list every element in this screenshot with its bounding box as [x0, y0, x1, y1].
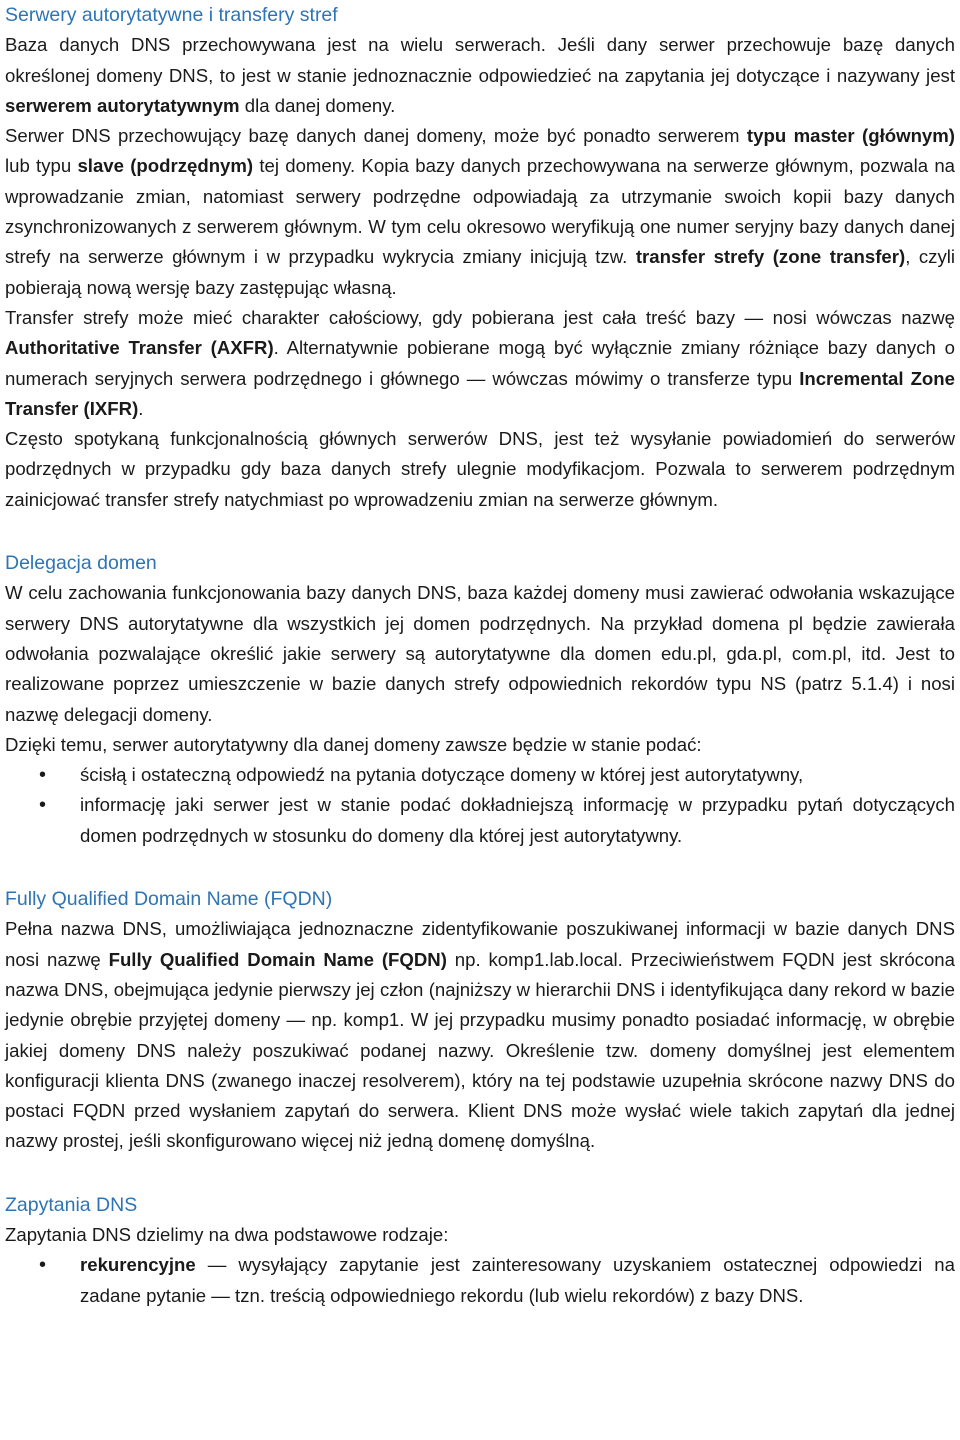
bold-term: rekurencyjne — [80, 1254, 196, 1276]
section-gap — [5, 515, 955, 548]
text-run: . Alternatywnie pobierane mogą być wyłącznie zmiany różniące bazy danych o numerach seryjnych serwera podrzędnego i głównego — wówczas mówimy o transferze typu — [5, 337, 955, 389]
section-gap — [5, 1157, 955, 1190]
text-run: Serwer DNS przechowujący bazę danych danej domeny, może być ponadto serwerem — [5, 125, 747, 147]
section-domain-delegation — [5, 548, 955, 851]
paragraph — [5, 303, 955, 424]
list-item-text: informację jaki serwer jest w stanie podać dokładniejszą informację w przypadku pytań dotyczących domen podrzędnych w stosunku do domeny dla której jest autorytatywny. — [80, 794, 955, 846]
bullet-icon: • — [39, 1254, 47, 1277]
bullet-icon: • — [39, 764, 47, 787]
bold-term: Fully Qualified Domain Name (FQDN) — [108, 948, 447, 970]
section-title: Zapytania DNS — [5, 1193, 138, 1216]
paragraph: W celu zachowania funkcjonowania bazy danych DNS, baza każdej domeny musi zawierać odwołania wskazujące serwery DNS autorytatywne dla wszystkich jej domen podrzędnych. Na przykład domena pl będzie zawierała odwołania pozwalające określić jakie serwery są autorytatywne dla domen edu.pl, gda.pl, com.pl, itd. Jest to realizowane poprzez umieszczenie w bazie danych strefy odpowiednich rekordów typu NS (patrz 5.1.4) i nosi nazwę delegacji domeny. — [5, 582, 955, 725]
paragraph — [5, 30, 955, 121]
text-run: Baza danych DNS przechowywana jest na wielu serwerach. Jeśli dany serwer przechowuje bazę danych określonej domeny DNS, to jest w stanie jednoznacznie odpowiedzieć na zapytania jej dotyczące i nazywany jest — [5, 34, 955, 86]
bold-term: Incremental Zone Transfer (IXFR) — [5, 367, 955, 419]
paragraph: Dzięki temu, serwer autorytatywny dla danej domeny zawsze będzie w stanie podać: — [5, 733, 702, 755]
text-run: np. komp1.lab.local. Przeciwieństwem FQDN jest skrócona nazwa DNS, obejmująca jedynie pierwszy jej człon (najniższy w hierarchii DNS i identyfikująca dany rekord w bazie jedynie obrębie przyjętej domeny — np. komp1. W jej przypadku musimy ponadto posiadać informację, w obrębie jakiej domeny DNS należy poszukiwać podanej nazwy. Określenie tzw. domeny domyślnej jest elementem konfiguracji klienta DNS (zwanego inaczej resolverem), który na tej podstawie uzupełnia skrócone nazwy DNS do postaci FQDN przed wysłaniem zapytań do serwera. Klient DNS może wysłać wiele takich zapytań dla jednej nazwy prostej, jeśli skonfigurowano więcej niż jedną domenę domyślną. — [5, 948, 955, 1152]
paragraph — [5, 121, 955, 303]
bullet-icon: • — [39, 794, 47, 817]
text-run: , czyli pobierają nową wersję bazy zastępując własną. — [5, 246, 956, 298]
section-dns-queries — [5, 1190, 955, 1311]
section-title: Delegacja domen — [5, 552, 157, 575]
bold-term: slave (podrzędnym) — [77, 155, 254, 177]
section-gap — [5, 851, 955, 884]
paragraph: Często spotykaną funkcjonalnością głównych serwerów DNS, jest też wysyłanie powiadomień do serwerów podrzędnych w przypadku gdy baza danych strefy ulegnie modyfikacjom. Pozwala to serwerem podrzędnym zainicjować transfer strefy natychmiast po wprowadzeniu zmian na serwerze głównym. — [5, 428, 955, 510]
text-run: tej domeny. Kopia bazy danych przechowywana na serwerze głównym, pozwala na wprowadzanie zmian, natomiast serwery podrzędne odpowiadają za utrzymanie swoich kopii bazy danych zsynchronizowanych z serwerem głównym. W tym celu okresowo weryfikują one numer seryjny bazy danych danej strefy na serwerze głównym i w przypadku wykrycia zmiany inicjują tzw. — [5, 155, 955, 268]
section-fqdn — [5, 884, 955, 1157]
list-item — [5, 760, 955, 790]
section-authoritative-servers — [5, 0, 955, 515]
list-item — [5, 1250, 955, 1311]
list-item — [5, 790, 955, 851]
text-run: dla danej domeny. — [239, 94, 396, 116]
section-title: Fully Qualified Domain Name (FQDN) — [5, 888, 333, 911]
section-title: Serwery autorytatywne i transfery stref — [5, 4, 338, 26]
bold-term: typu master (głównym) — [746, 125, 955, 147]
text-run: . — [138, 397, 144, 419]
text-run: Pełna nazwa DNS, umożliwiająca jednoznaczne zidentyfikowanie poszukiwanej informacji w bazie danych DNS nosi nazwę — [5, 918, 955, 970]
list-item-text: ścisłą i ostateczną odpowiedź na pytania dotyczące domeny w której jest autorytatywny, — [80, 764, 804, 786]
bold-term: serwerem autorytatywnym — [5, 94, 240, 116]
bullet-list — [5, 1250, 955, 1311]
paragraph — [5, 914, 955, 1156]
text-run: Transfer strefy może mieć charakter całościowy, gdy pobierana jest cała treść bazy — nosi wówczas nazwę — [5, 306, 955, 328]
paragraph: Zapytania DNS dzielimy na dwa podstawowe rodzaje: — [5, 1223, 449, 1245]
list-item-text: — wysyłający zapytanie jest zainteresowany uzyskaniem ostatecznej odpowiedzi na zadane pytanie — tzn. treścią odpowiedniego rekordu (lub wielu rekordów) z bazy DNS. — [80, 1254, 955, 1306]
bold-term: Authoritative Transfer (AXFR) — [5, 337, 274, 359]
text-run: lub typu — [5, 155, 78, 177]
bold-term: transfer strefy (zone transfer) — [635, 246, 906, 268]
bullet-list — [5, 760, 955, 851]
